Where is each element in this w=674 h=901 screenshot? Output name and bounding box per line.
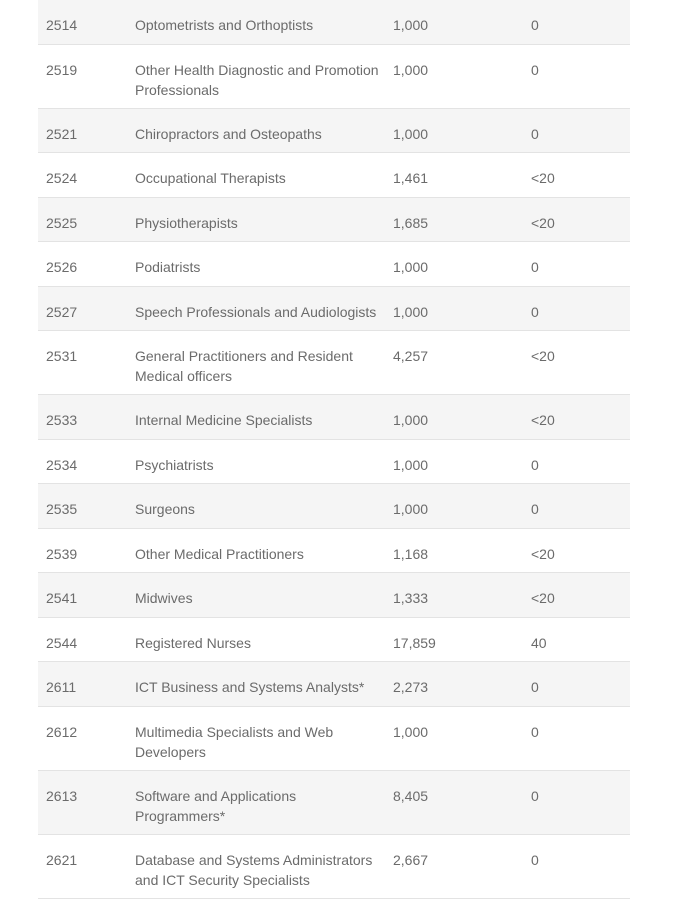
occupation-cell: Registered Nurses [135,634,251,651]
invitations-cell: <20 [531,545,555,562]
ceiling-cell: 1,000 [393,125,429,142]
occupation-cell: Psychiatrists [135,456,214,473]
anzsco-code-cell: 2544 [46,634,78,651]
invitations-cell: 0 [531,787,539,804]
occupation-cell: Database and Systems Administrators and ICT Security Specialists [135,851,373,888]
anzsco-code-cell: 2539 [46,545,78,562]
anzsco-code-cell: 2613 [46,787,78,804]
occupation-cell: Optometrists and Orthoptists [135,17,314,33]
ceiling-cell: 1,461 [393,170,429,186]
invitations-cell: <20 [531,348,555,364]
table-row [38,242,630,287]
ceiling-cell: 1,000 [393,412,429,428]
anzsco-code-cell: 2524 [46,170,78,186]
ceiling-cell: 1,000 [393,259,429,275]
table-row [38,484,630,529]
invitations-cell: 40 [531,634,547,651]
anzsco-code-cell: 2611 [46,679,77,695]
occupation-cell: Software and Applications Programmers* [135,787,297,824]
table-row [38,771,630,835]
ceiling-cell: 1,000 [393,17,429,33]
occupation-cell: Chiropractors and Osteopaths [135,125,322,142]
invitations-cell: 0 [531,303,539,320]
anzsco-code-cell: 2527 [46,303,78,320]
table-row [38,835,630,899]
ceiling-cell: 1,000 [393,303,429,320]
invitations-cell: 0 [531,17,539,33]
occupation-cell: General Practitioners and Resident Medical officers [135,348,353,384]
ceiling-cell: 1,168 [393,545,429,562]
anzsco-code-cell: 2526 [46,259,78,275]
table-row [38,287,630,332]
ceiling-cell: 1,000 [393,501,429,517]
invitations-cell: <20 [531,170,555,186]
table-row [38,618,630,663]
anzsco-code-cell: 2541 [46,590,78,606]
ceiling-cell: 1,000 [393,723,429,740]
table-row [38,440,630,485]
anzsco-code-cell: 2535 [46,501,78,517]
occupation-cell: Physiotherapists [135,214,238,231]
table-row [38,331,630,395]
ceiling-cell: 1,000 [393,456,429,473]
invitations-cell: 0 [531,723,539,740]
ceiling-cell: 17,859 [393,634,436,651]
invitations-cell: 0 [531,679,539,695]
invitations-cell: 0 [531,61,539,78]
occupation-cell: Surgeons [135,501,195,517]
table-row [38,0,630,45]
anzsco-code-cell: 2533 [46,412,78,428]
anzsco-code-cell: 2514 [46,17,78,33]
occupation-table [38,0,630,899]
anzsco-code-cell: 2521 [46,125,78,142]
table-row [38,198,630,243]
table-row [38,45,630,109]
invitations-cell: 0 [531,259,539,275]
table-row [38,707,630,771]
table-row [38,662,630,707]
ceiling-cell: 2,667 [393,851,429,868]
occupation-cell: Internal Medicine Specialists [135,412,313,428]
occupation-cell: Occupational Therapists [135,170,286,186]
table-row [38,109,630,154]
anzsco-code-cell: 2519 [46,61,78,78]
invitations-cell: 0 [531,125,539,142]
anzsco-code-cell: 2612 [46,723,78,740]
anzsco-code-cell: 2525 [46,214,78,231]
occupation-cell: Multimedia Specialists and Web Developers [135,723,334,760]
anzsco-code-cell: 2621 [46,851,78,868]
table-row [38,153,630,198]
ceiling-cell: 1,685 [393,214,429,231]
ceiling-cell: 2,273 [393,679,429,695]
anzsco-code-cell: 2531 [46,348,78,364]
invitations-cell: 0 [531,501,539,517]
invitations-cell: <20 [531,590,555,606]
occupation-cell: Podiatrists [135,259,201,275]
invitations-cell: 0 [531,456,539,473]
occupation-cell: Other Medical Practitioners [135,545,304,562]
ceiling-cell: 1,333 [393,590,429,606]
ceiling-cell: 4,257 [393,348,429,364]
table-row [38,573,630,618]
invitations-cell: <20 [531,412,555,428]
table-row [38,529,630,574]
invitations-cell: <20 [531,214,555,231]
occupation-cell: Midwives [135,590,193,606]
table-row [38,395,630,440]
anzsco-code-cell: 2534 [46,456,78,473]
occupation-cell: Speech Professionals and Audiologists [135,303,377,320]
ceiling-cell: 1,000 [393,61,429,78]
ceiling-cell: 8,405 [393,787,429,804]
invitations-cell: 0 [531,851,539,868]
occupation-cell: Other Health Diagnostic and Promotion Professionals [135,61,379,98]
occupation-cell: ICT Business and Systems Analysts* [135,679,365,695]
